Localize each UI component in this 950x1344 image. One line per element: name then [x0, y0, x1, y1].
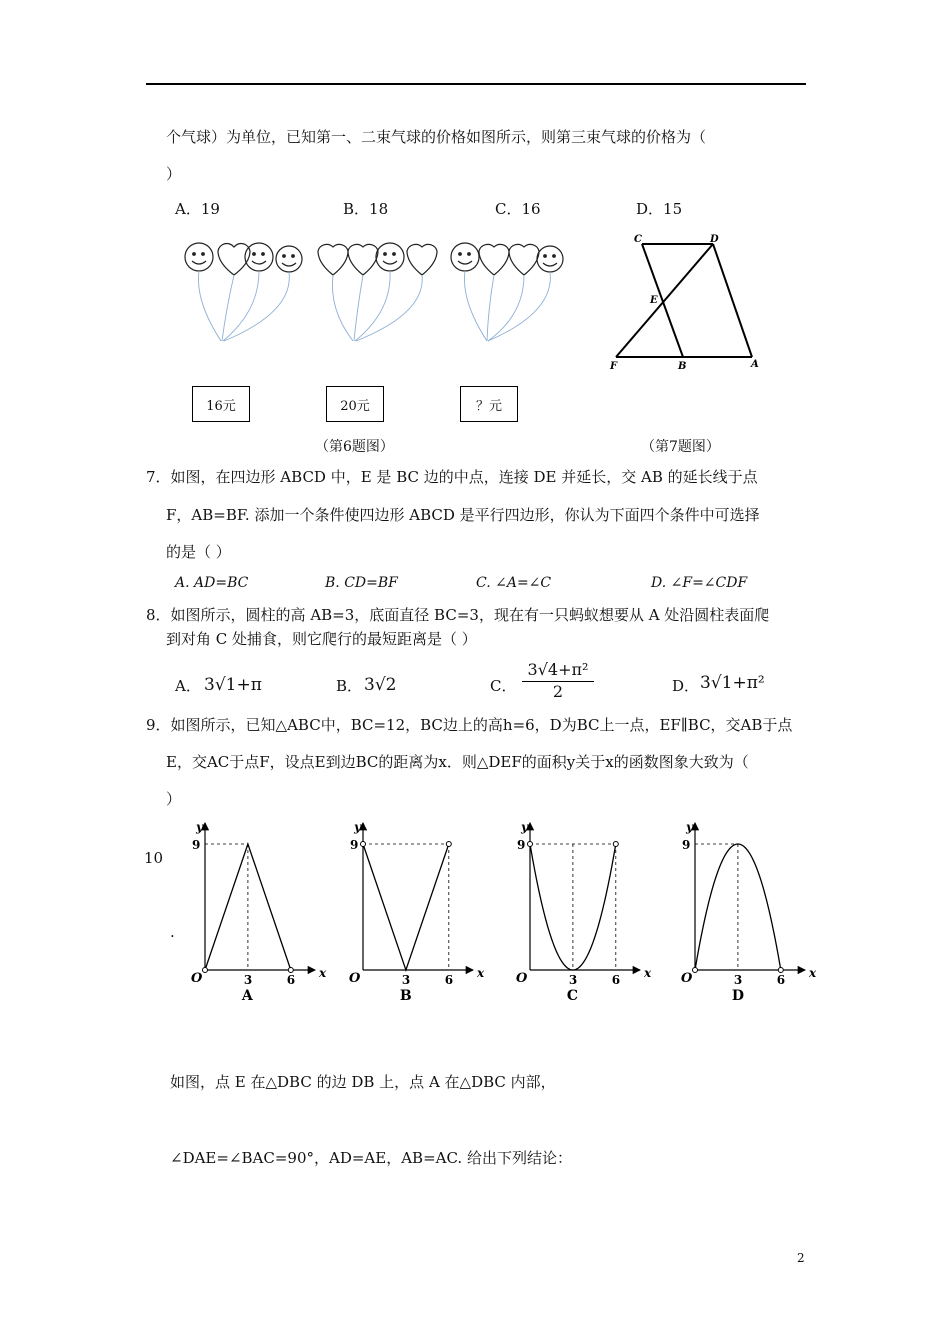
origin-label: O	[516, 971, 528, 986]
q6-option-c: C．16	[495, 200, 541, 218]
fig6-caption: （第6题图）	[315, 439, 394, 455]
x-tick-6: 6	[286, 973, 296, 987]
x-tick-6: 6	[444, 973, 454, 987]
x-tick-3: 3	[733, 973, 743, 987]
balloon-bunch-2	[318, 243, 437, 275]
graph-b	[349, 820, 485, 1004]
open-point	[203, 968, 208, 973]
q8-option-d-letter: D．	[672, 677, 700, 695]
q10-number: 10	[144, 849, 164, 867]
origin-label: O	[681, 971, 693, 986]
q8-option-c-letter: C．	[490, 677, 517, 695]
q9-line2: E，交AC于点F，设点E到边BC的距离为x．则△DEF的面积y关于x的函数图象大致为（	[166, 753, 749, 771]
q8-line1: 8．如图所示，圆柱的高 AB=3，底面直径 BC=3，现在有一只蚂蚁想要从 A 处沿圆柱表面爬	[146, 606, 770, 624]
q7-option-c: C. ∠A=∠C	[476, 575, 552, 591]
q8-option-b-value: 3√2	[364, 675, 397, 695]
origin-label: O	[349, 971, 361, 986]
graph-label: B	[399, 988, 412, 1004]
q8-line2: 到对角 C 处捕食，则它爬行的最短距离是（ ）	[166, 630, 477, 648]
q8-option-c-denominator: 2	[552, 682, 564, 701]
y-axis-label: y	[521, 820, 528, 834]
x-tick-6: 6	[611, 973, 621, 987]
origin-label: O	[191, 971, 203, 986]
open-point	[446, 842, 451, 847]
y-axis-label: y	[354, 820, 361, 834]
q7-line1: 7．如图，在四边形 ABCD 中，E 是 BC 边的中点，连接 DE 并延长，交 AB 的延长线于点	[146, 468, 758, 486]
q9-graphs	[180, 815, 820, 1005]
x-axis-label: x	[644, 966, 652, 980]
header-rule	[146, 83, 806, 85]
graph-a	[191, 820, 327, 1004]
open-point	[778, 968, 783, 973]
q6-option-b: B．18	[343, 200, 389, 218]
open-point	[288, 968, 293, 973]
price-box-3: ？元	[460, 386, 518, 422]
q10-line1: 如图，点 E 在△DBC 的边 DB 上，点 A 在△DBC 内部，	[170, 1073, 556, 1091]
q7-line2: F，AB=BF. 添加一个条件使四边形 ABCD 是平行四边形，你认为下面四个条件中可选择	[166, 506, 760, 524]
y-tick-9: 9	[517, 838, 526, 852]
x-axis-label: x	[319, 966, 327, 980]
q6-stem-line1: 个气球）为单位，已知第一、二束气球的价格如图所示，则第三束气球的价格为（	[166, 128, 707, 146]
fig7-caption: （第7题图）	[641, 439, 720, 455]
fig7-label-b: B	[678, 361, 687, 372]
y-tick-9: 9	[192, 838, 201, 852]
q7-option-b: B. CD=BF	[325, 575, 398, 591]
fig7-label-f: F	[610, 361, 618, 372]
x-tick-3: 3	[401, 973, 411, 987]
q8-option-b-letter: B．	[336, 677, 363, 695]
q7-line3: 的是（ ）	[166, 543, 231, 561]
x-axis-label: x	[809, 966, 817, 980]
open-point	[693, 968, 698, 973]
q6-option-a: A．19	[175, 200, 220, 218]
open-point	[613, 842, 618, 847]
q9-line3: ）	[166, 790, 182, 808]
fig7-label-e: E	[650, 295, 658, 306]
fig7-label-a: A	[751, 359, 759, 370]
balloon-figure	[178, 235, 578, 350]
y-tick-9: 9	[350, 838, 359, 852]
graph-label: A	[241, 988, 253, 1004]
balloon-bunch-3	[451, 243, 563, 275]
q8-option-c-numerator: 3√4+π²	[527, 660, 589, 679]
q10-line2: ∠DAE=∠BAC=90°，AD=AE，AB=AC. 给出下列结论：	[170, 1149, 572, 1167]
q8-option-c-fraction	[518, 660, 598, 701]
graph-label: C	[566, 988, 579, 1004]
x-tick-3: 3	[568, 973, 578, 987]
page-number: 2	[797, 1251, 805, 1265]
q8-option-a-value: 3√1+π	[204, 675, 262, 695]
y-axis-label: y	[686, 820, 693, 834]
x-axis-label: x	[477, 966, 485, 980]
graph-c	[516, 820, 652, 1004]
graph-d	[681, 820, 817, 1004]
graph-curve	[363, 844, 449, 970]
q9-line1: 9．如图所示，已知△ABC中，BC=12，BC边上的高h=6，D为BC上一点，EF∥BC，交AB于点	[146, 716, 793, 734]
q6-stem-line2: ）	[166, 165, 182, 183]
balloon-bunch-1	[185, 243, 302, 275]
q8-option-d-value: 3√1+π²	[700, 673, 765, 693]
fig7-diagram	[604, 232, 774, 374]
q7-option-d: D. ∠F=∠CDF	[651, 575, 748, 591]
y-axis-label: y	[196, 820, 203, 834]
open-point	[528, 842, 533, 847]
q6-option-d: D．15	[636, 200, 683, 218]
x-tick-6: 6	[776, 973, 786, 987]
q10-dot: .	[170, 923, 175, 941]
graph-label: D	[731, 988, 745, 1004]
price-box-2: 20元	[326, 386, 384, 422]
fig7-label-d: D	[710, 234, 719, 245]
fig7-label-c: C	[634, 234, 642, 245]
q8-option-a-letter: A．	[175, 677, 201, 695]
q7-option-a: A. AD=BC	[175, 575, 249, 591]
open-point	[361, 842, 366, 847]
x-tick-3: 3	[243, 973, 253, 987]
y-tick-9: 9	[682, 838, 691, 852]
price-box-1: 16元	[192, 386, 250, 422]
